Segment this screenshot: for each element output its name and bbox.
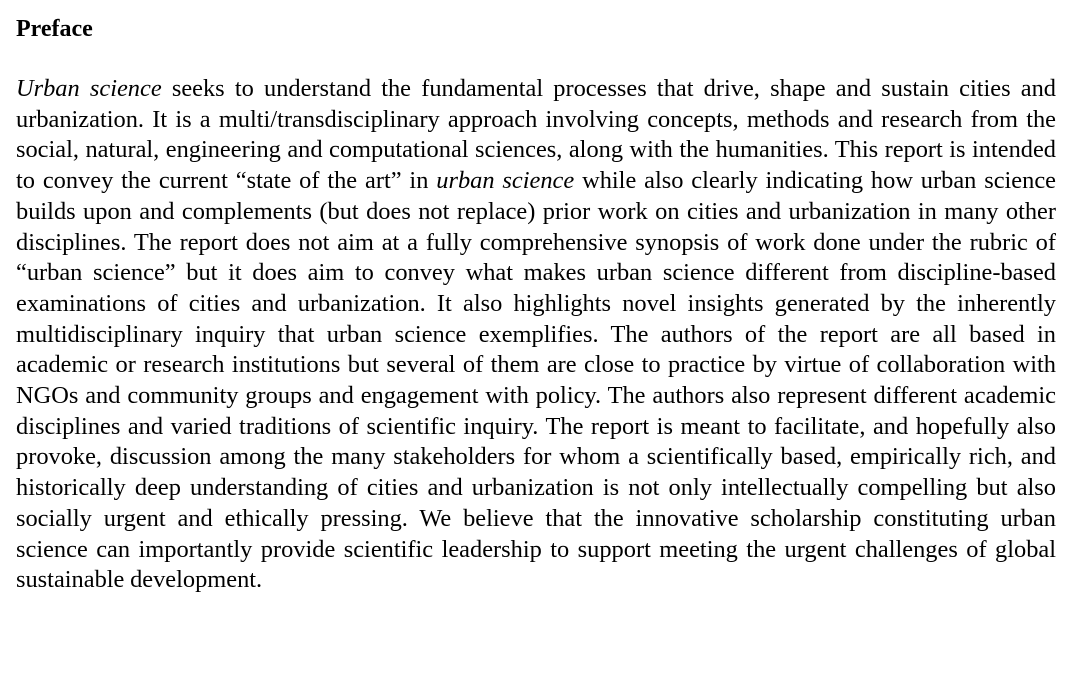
paragraph-text-part-1: seeks to understand the fundamental processes that drive, shape and sustain cities and urbanization. It is a multi/transdisciplinary approach involving concepts, methods and research from the social, natural, engineering and computational sciences, along with the humanities. This report is intended to convey the current “state of the art” in [16,75,1057,195]
document-page [16,14,1056,596]
section-heading: Preface [16,16,93,42]
italic-term-urban-science: Urban science [16,75,162,102]
italic-term-urban-science-2: urban science [436,167,575,195]
paragraph-text-part-2: while also clearly indicating how urban science builds upon and complements (but does not replace) prior work on cities and urbanization in many other disciplines. The report does not aim at a fully comprehensive synopsis of work done under the rubric of “urban science” but it does aim to convey what makes urban science different from discipline-based examinations of cities and urbanization. It also highlights novel insights generated by the inherently multidisciplinary inquiry that urban science exemplifies. The authors of the report are all based in academic or research institutions but several of them are close to practice by virtue of collaboration with NGOs and community groups and engagement with policy. The authors also represent different academic disciplines and varied traditions of scientific inquiry. The report is meant to facilitate, and hopefully also provoke, discussion among the many stakeholders for whom a scientifically based, empirically rich, and historically deep understanding of cities and urbanization is not only intellectually compelling but also socially urgent and ethically pressing. We believe that the innovative scholarship constituting urban science can importantly provide scientific leadership to support meeting the urgent challenges of global sustainable development. [16,167,1056,594]
preface-paragraph [16,74,1056,596]
